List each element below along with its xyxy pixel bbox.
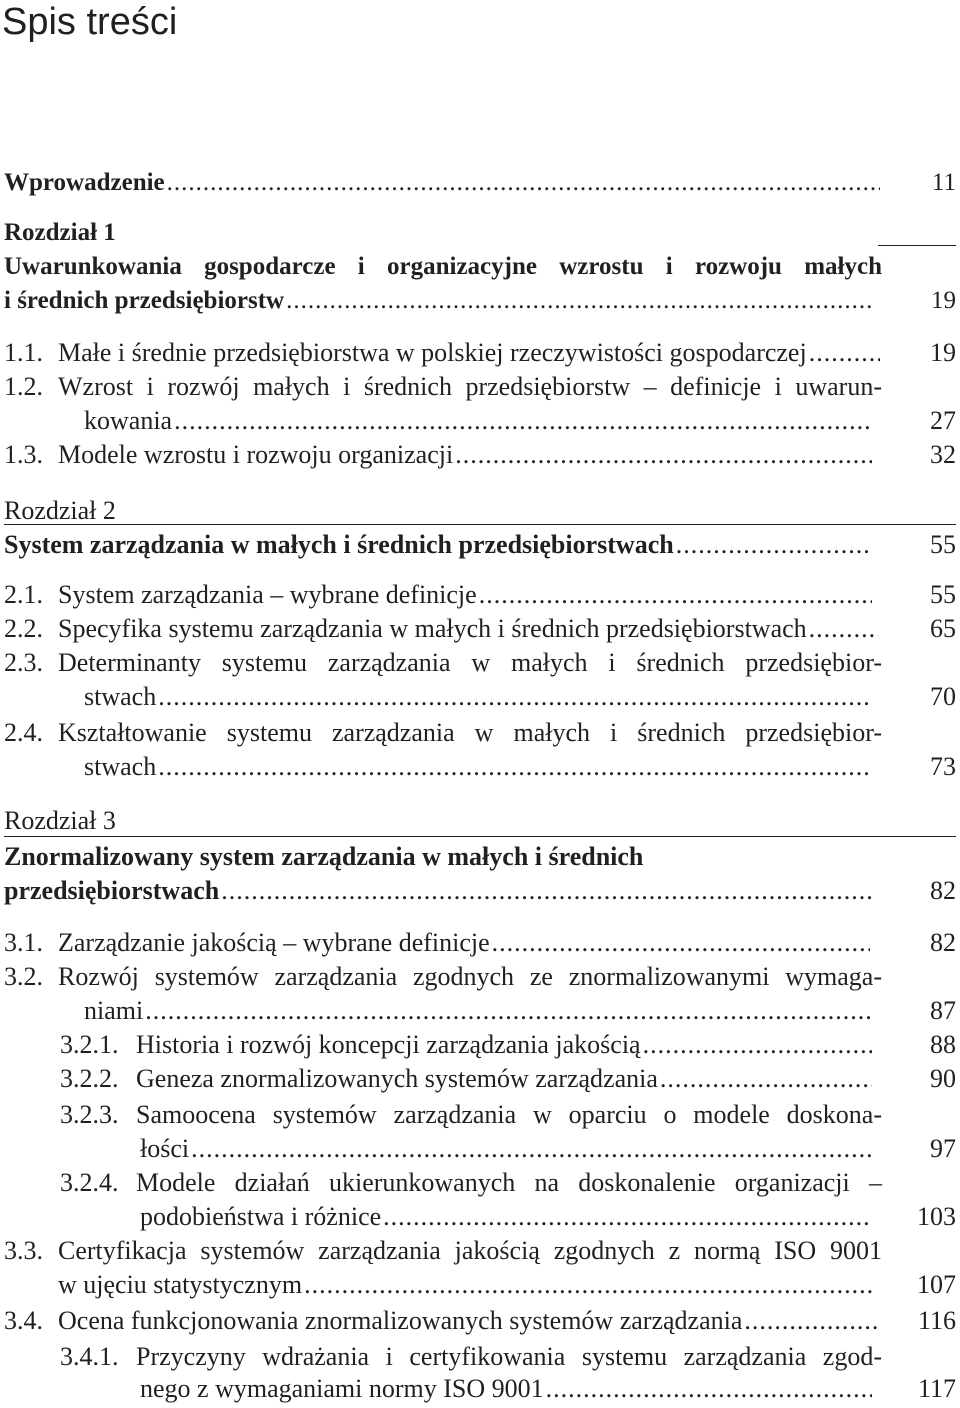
toc-entry-page: 27 xyxy=(930,406,956,435)
toc-entry-page: 19 xyxy=(930,338,956,367)
toc-entry-title: Determinanty systemu zarządzania w małych i średnich przedsiębior- xyxy=(58,648,882,677)
toc-entry[interactable] xyxy=(0,250,960,284)
toc-entry[interactable] xyxy=(0,840,960,874)
toc-entry-title: Znormalizowany system zarządzania w małych i średnich xyxy=(4,842,644,871)
toc-entry[interactable] xyxy=(0,804,960,838)
toc-entry[interactable] xyxy=(0,216,960,250)
toc-entry-title: Przyczyny wdrażania i certyfikowania systemu zarządzania zgod- xyxy=(136,1342,882,1371)
toc-entry-number: 2.1. xyxy=(4,580,43,609)
toc-entry-page: 65 xyxy=(930,614,956,643)
toc-entry-page: 107 xyxy=(917,1270,956,1299)
dot-leader xyxy=(158,750,872,784)
toc-entry-number: 2.2. xyxy=(4,614,43,643)
toc-entry[interactable] xyxy=(0,1340,960,1374)
toc-entry[interactable] xyxy=(0,1268,960,1302)
toc-entry-page: 11 xyxy=(931,169,956,196)
toc-entry[interactable] xyxy=(0,994,960,1028)
toc-entry-title: nego z wymaganiami normy ISO 9001 xyxy=(140,1374,544,1403)
dot-leader xyxy=(286,284,872,318)
toc-entry-page: 117 xyxy=(917,1374,956,1403)
toc-entry-page: 116 xyxy=(917,1306,956,1335)
dot-leader xyxy=(809,612,878,646)
toc-entry[interactable] xyxy=(0,166,960,200)
toc-entry[interactable] xyxy=(0,1200,960,1234)
toc-entry-title: Zarządzanie jakością – wybrane definicje xyxy=(58,928,490,957)
toc-entry[interactable] xyxy=(0,404,960,438)
toc-entry[interactable] xyxy=(0,1062,960,1096)
toc-entry-page: 19 xyxy=(931,287,956,314)
toc-entry[interactable] xyxy=(0,1028,960,1062)
dot-leader xyxy=(145,994,872,1028)
toc-entry-page: 70 xyxy=(930,682,956,711)
toc-entry-title: System zarządzania w małych i średnich przedsiębiorstwach xyxy=(4,530,674,559)
toc-entry-number: 1.3. xyxy=(4,440,43,469)
chapter-3-rule xyxy=(4,836,956,837)
toc-entry-number: 2.4. xyxy=(4,718,43,747)
dot-leader xyxy=(676,528,872,562)
toc-entry[interactable] xyxy=(0,612,960,646)
toc-entry-number: 3.1. xyxy=(4,928,43,957)
toc-entry-number: 1.2. xyxy=(4,372,43,401)
toc-entry-page: 90 xyxy=(930,1064,956,1093)
dot-leader xyxy=(660,1062,872,1096)
page-title: Spis treści xyxy=(2,1,178,43)
toc-entry[interactable] xyxy=(0,1098,960,1132)
dot-leader xyxy=(455,438,872,472)
toc-entry-page: 82 xyxy=(930,928,956,957)
toc-entry[interactable] xyxy=(0,750,960,784)
toc-entry-number: 3.4.1. xyxy=(60,1342,119,1371)
toc-entry-title: Specyfika systemu zarządzania w małych i średnich przedsiębiorstwach xyxy=(58,614,807,643)
toc-entry-page: 82 xyxy=(930,876,956,905)
toc-entry[interactable] xyxy=(0,336,960,370)
toc-entry-title: Geneza znormalizowanych systemów zarządzania xyxy=(136,1064,658,1093)
toc-entry-title: Samoocena systemów zarządzania w oparciu o modele doskona- xyxy=(136,1100,882,1129)
toc-entry-title: Modele wzrostu i rozwoju organizacji xyxy=(58,440,454,469)
toc-entry-page: 32 xyxy=(930,440,956,469)
toc-entry[interactable] xyxy=(0,578,960,612)
toc-entry-page: 87 xyxy=(930,996,956,1025)
dot-leader xyxy=(158,680,872,714)
dot-leader xyxy=(479,578,872,612)
dot-leader xyxy=(167,166,880,200)
toc-entry[interactable] xyxy=(0,1234,960,1268)
toc-entry-title: przedsiębiorstwach xyxy=(4,876,220,905)
toc-entry-number: 1.1. xyxy=(4,338,43,367)
toc-entry-title: Małe i średnie przedsiębiorstwa w polskiej rzeczywistości gospodarczej xyxy=(58,338,807,367)
toc-entry-title: kowania xyxy=(84,406,173,435)
toc-entry-title: Modele działań ukierunkowanych na doskonalenie organizacji – xyxy=(136,1168,882,1197)
chapter-2-rule xyxy=(4,524,956,525)
toc-entry-page: 73 xyxy=(930,752,956,781)
toc-entry[interactable] xyxy=(0,438,960,472)
toc-entry-title: łości xyxy=(140,1134,190,1163)
chapter-1-rule xyxy=(878,245,956,246)
toc-entry[interactable] xyxy=(0,1304,960,1338)
toc-entry-number: 3.4. xyxy=(4,1306,43,1335)
toc-entry-page: 55 xyxy=(930,580,956,609)
toc-entry[interactable] xyxy=(0,960,960,994)
dot-leader xyxy=(304,1268,872,1302)
toc-entry-number: 3.3. xyxy=(4,1236,43,1265)
dot-leader xyxy=(546,1372,872,1406)
toc-entry[interactable] xyxy=(0,370,960,404)
toc-entry-page: 55 xyxy=(930,530,956,559)
toc-entry-title: System zarządzania – wybrane definicje xyxy=(58,580,477,609)
toc-entry-page: 88 xyxy=(930,1030,956,1059)
dot-leader xyxy=(809,336,880,370)
toc-entry[interactable] xyxy=(0,926,960,960)
toc-entry-title: niami xyxy=(84,996,144,1025)
toc-entry-number: 3.2.1. xyxy=(60,1030,119,1059)
toc-entry-title: Wzrost i rozwój małych i średnich przedsiębiorstw – definicje i uwarun- xyxy=(58,372,882,401)
toc-entry-title: Uwarunkowania gospodarcze i organizacyjne wzrostu i rozwoju małych xyxy=(4,253,882,280)
dot-leader xyxy=(221,874,872,908)
toc-entry[interactable] xyxy=(0,284,960,318)
toc-entry[interactable] xyxy=(0,646,960,680)
toc-entry-title: Rozdział 1 xyxy=(4,219,116,246)
dot-leader xyxy=(174,404,872,438)
toc-entry-title: Rozdział 2 xyxy=(4,496,116,525)
toc-entry-title: Ocena funkcjonowania znormalizowanych systemów zarządzania xyxy=(58,1306,743,1335)
toc-entry-title: Historia i rozwój koncepcji zarządzania jakością xyxy=(136,1030,641,1059)
toc-entry-title: i średnich przedsiębiorstw xyxy=(4,287,285,314)
toc-entry-number: 3.2.2. xyxy=(60,1064,119,1093)
dot-leader xyxy=(383,1200,872,1234)
toc-entry[interactable] xyxy=(0,1132,960,1166)
dot-leader xyxy=(492,926,870,960)
toc-entry[interactable] xyxy=(0,1372,960,1406)
toc-entry[interactable] xyxy=(0,494,960,528)
toc-entry[interactable] xyxy=(0,1166,960,1200)
toc-entry-number: 3.2. xyxy=(4,962,43,991)
toc-entry[interactable] xyxy=(0,680,960,714)
toc-entry-title: w ujęciu statystycznym xyxy=(58,1270,303,1299)
toc-entry-title: Rozwój systemów zarządzania zgodnych ze znormalizowanymi wymaga- xyxy=(58,962,882,991)
toc-entry-title: stwach xyxy=(84,752,157,781)
dot-leader xyxy=(744,1304,878,1338)
toc-entry[interactable] xyxy=(0,716,960,750)
toc-entry-title: stwach xyxy=(84,682,157,711)
toc-entry-title: Kształtowanie systemu zarządzania w małych i średnich przedsiębior- xyxy=(58,718,882,747)
toc-entry-title: podobieństwa i różnice xyxy=(140,1202,382,1231)
toc-entry[interactable] xyxy=(0,874,960,908)
toc-entry-number: 3.2.3. xyxy=(60,1100,119,1129)
dot-leader xyxy=(191,1132,872,1166)
toc-entry-number: 3.2.4. xyxy=(60,1168,119,1197)
dot-leader xyxy=(643,1028,872,1062)
toc-entry-title: Wprowadzenie xyxy=(4,169,165,196)
toc-entry-page: 103 xyxy=(917,1202,956,1231)
toc-entry[interactable] xyxy=(0,528,960,562)
toc-entry-title: Certyfikacja systemów zarządzania jakością zgodnych z normą ISO 9001 xyxy=(58,1236,882,1265)
toc-entry-number: 2.3. xyxy=(4,648,43,677)
toc-entry-page: 97 xyxy=(930,1134,956,1163)
toc-entry-title: Rozdział 3 xyxy=(4,806,116,835)
